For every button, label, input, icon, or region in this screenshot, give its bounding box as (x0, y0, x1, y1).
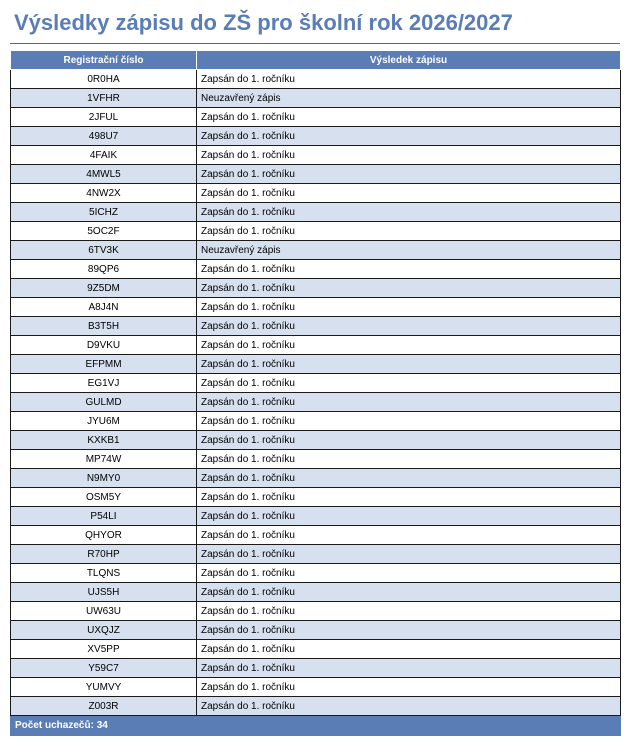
table-footer-row (11, 716, 621, 736)
registration-number-cell: 9Z5DM (11, 279, 197, 298)
result-cell: Zapsán do 1. ročníku (197, 355, 621, 374)
table-row (11, 469, 621, 488)
table-row (11, 317, 621, 336)
registration-number-cell: 5ICHZ (11, 203, 197, 222)
registration-number-cell: EFPMM (11, 355, 197, 374)
table-row (11, 412, 621, 431)
table-row (11, 336, 621, 355)
table-row (11, 184, 621, 203)
result-cell: Zapsán do 1. ročníku (197, 203, 621, 222)
registration-number-cell: 89QP6 (11, 260, 197, 279)
registration-number-cell: GULMD (11, 393, 197, 412)
result-cell: Zapsán do 1. ročníku (197, 146, 621, 165)
result-cell: Zapsán do 1. ročníku (197, 222, 621, 241)
table-row (11, 564, 621, 583)
registration-number-cell: 2JFUL (11, 108, 197, 127)
result-cell: Zapsán do 1. ročníku (197, 659, 621, 678)
table-row (11, 355, 621, 374)
result-cell: Zapsán do 1. ročníku (197, 127, 621, 146)
registration-number-cell: UW63U (11, 602, 197, 621)
registration-number-cell: YUMVY (11, 678, 197, 697)
result-cell: Zapsán do 1. ročníku (197, 678, 621, 697)
registration-number-cell: R70HP (11, 545, 197, 564)
table-row (11, 89, 621, 108)
result-cell: Zapsán do 1. ročníku (197, 450, 621, 469)
table-row (11, 108, 621, 127)
result-cell: Zapsán do 1. ročníku (197, 317, 621, 336)
table-row (11, 507, 621, 526)
table-row (11, 697, 621, 716)
table-row (11, 602, 621, 621)
result-cell: Zapsán do 1. ročníku (197, 279, 621, 298)
registration-number-cell: UJS5H (11, 583, 197, 602)
registration-number-cell: N9MY0 (11, 469, 197, 488)
result-cell: Zapsán do 1. ročníku (197, 697, 621, 716)
table-row (11, 659, 621, 678)
registration-number-cell: 4MWL5 (11, 165, 197, 184)
registration-number-cell: MP74W (11, 450, 197, 469)
result-cell: Zapsán do 1. ročníku (197, 298, 621, 317)
table-row (11, 241, 621, 260)
header-registration-number: Registrační číslo (11, 51, 197, 70)
result-cell: Zapsán do 1. ročníku (197, 336, 621, 355)
registration-number-cell: D9VKU (11, 336, 197, 355)
table-row (11, 70, 621, 89)
registration-number-cell: EG1VJ (11, 374, 197, 393)
table-row (11, 640, 621, 659)
result-cell: Zapsán do 1. ročníku (197, 488, 621, 507)
registration-number-cell: KXKB1 (11, 431, 197, 450)
table-row (11, 374, 621, 393)
registration-number-cell: 5OC2F (11, 222, 197, 241)
table-row (11, 526, 621, 545)
registration-number-cell: 6TV3K (11, 241, 197, 260)
result-cell: Zapsán do 1. ročníku (197, 260, 621, 279)
table-row (11, 127, 621, 146)
table-header-row (11, 51, 621, 70)
result-cell: Zapsán do 1. ročníku (197, 431, 621, 450)
table-row (11, 545, 621, 564)
registration-number-cell: 1VFHR (11, 89, 197, 108)
table-row (11, 678, 621, 697)
table-row (11, 203, 621, 222)
header-result: Výsledek zápisu (197, 51, 621, 70)
result-cell: Neuzavřený zápis (197, 89, 621, 108)
registration-number-cell: P54LI (11, 507, 197, 526)
result-cell: Zapsán do 1. ročníku (197, 583, 621, 602)
registration-number-cell: Y59C7 (11, 659, 197, 678)
result-cell: Zapsán do 1. ročníku (197, 526, 621, 545)
applicant-count: Počet uchazečů: 34 (11, 716, 621, 736)
registration-number-cell: QHYOR (11, 526, 197, 545)
result-cell: Zapsán do 1. ročníku (197, 374, 621, 393)
page-title: Výsledky zápisu do ZŠ pro školní rok 2026/2027 (14, 10, 513, 35)
result-cell: Zapsán do 1. ročníku (197, 545, 621, 564)
table-row (11, 146, 621, 165)
registration-number-cell: 498U7 (11, 127, 197, 146)
title-divider (10, 43, 620, 44)
registration-number-cell: 4FAIK (11, 146, 197, 165)
table-row (11, 279, 621, 298)
registration-number-cell: Z003R (11, 697, 197, 716)
registration-number-cell: 4NW2X (11, 184, 197, 203)
table-row (11, 260, 621, 279)
result-cell: Zapsán do 1. ročníku (197, 393, 621, 412)
table-row (11, 222, 621, 241)
table-row (11, 488, 621, 507)
registration-number-cell: B3T5H (11, 317, 197, 336)
registration-number-cell: OSM5Y (11, 488, 197, 507)
result-cell: Zapsán do 1. ročníku (197, 412, 621, 431)
result-cell: Zapsán do 1. ročníku (197, 507, 621, 526)
registration-number-cell: JYU6M (11, 412, 197, 431)
result-cell: Zapsán do 1. ročníku (197, 108, 621, 127)
table-row (11, 431, 621, 450)
table-row (11, 583, 621, 602)
registration-number-cell: UXQJZ (11, 621, 197, 640)
result-cell: Zapsán do 1. ročníku (197, 621, 621, 640)
table-row (11, 298, 621, 317)
registration-number-cell: TLQNS (11, 564, 197, 583)
table-row (11, 450, 621, 469)
table-body (11, 70, 621, 716)
registration-number-cell: A8J4N (11, 298, 197, 317)
results-table (10, 50, 621, 736)
table-row (11, 393, 621, 412)
registration-number-cell: XV5PP (11, 640, 197, 659)
result-cell: Zapsán do 1. ročníku (197, 184, 621, 203)
table-row (11, 621, 621, 640)
table-row (11, 165, 621, 184)
result-cell: Zapsán do 1. ročníku (197, 469, 621, 488)
result-cell: Zapsán do 1. ročníku (197, 70, 621, 89)
result-cell: Zapsán do 1. ročníku (197, 165, 621, 184)
result-cell: Zapsán do 1. ročníku (197, 640, 621, 659)
result-cell: Neuzavřený zápis (197, 241, 621, 260)
registration-number-cell: 0R0HA (11, 70, 197, 89)
result-cell: Zapsán do 1. ročníku (197, 564, 621, 583)
result-cell: Zapsán do 1. ročníku (197, 602, 621, 621)
